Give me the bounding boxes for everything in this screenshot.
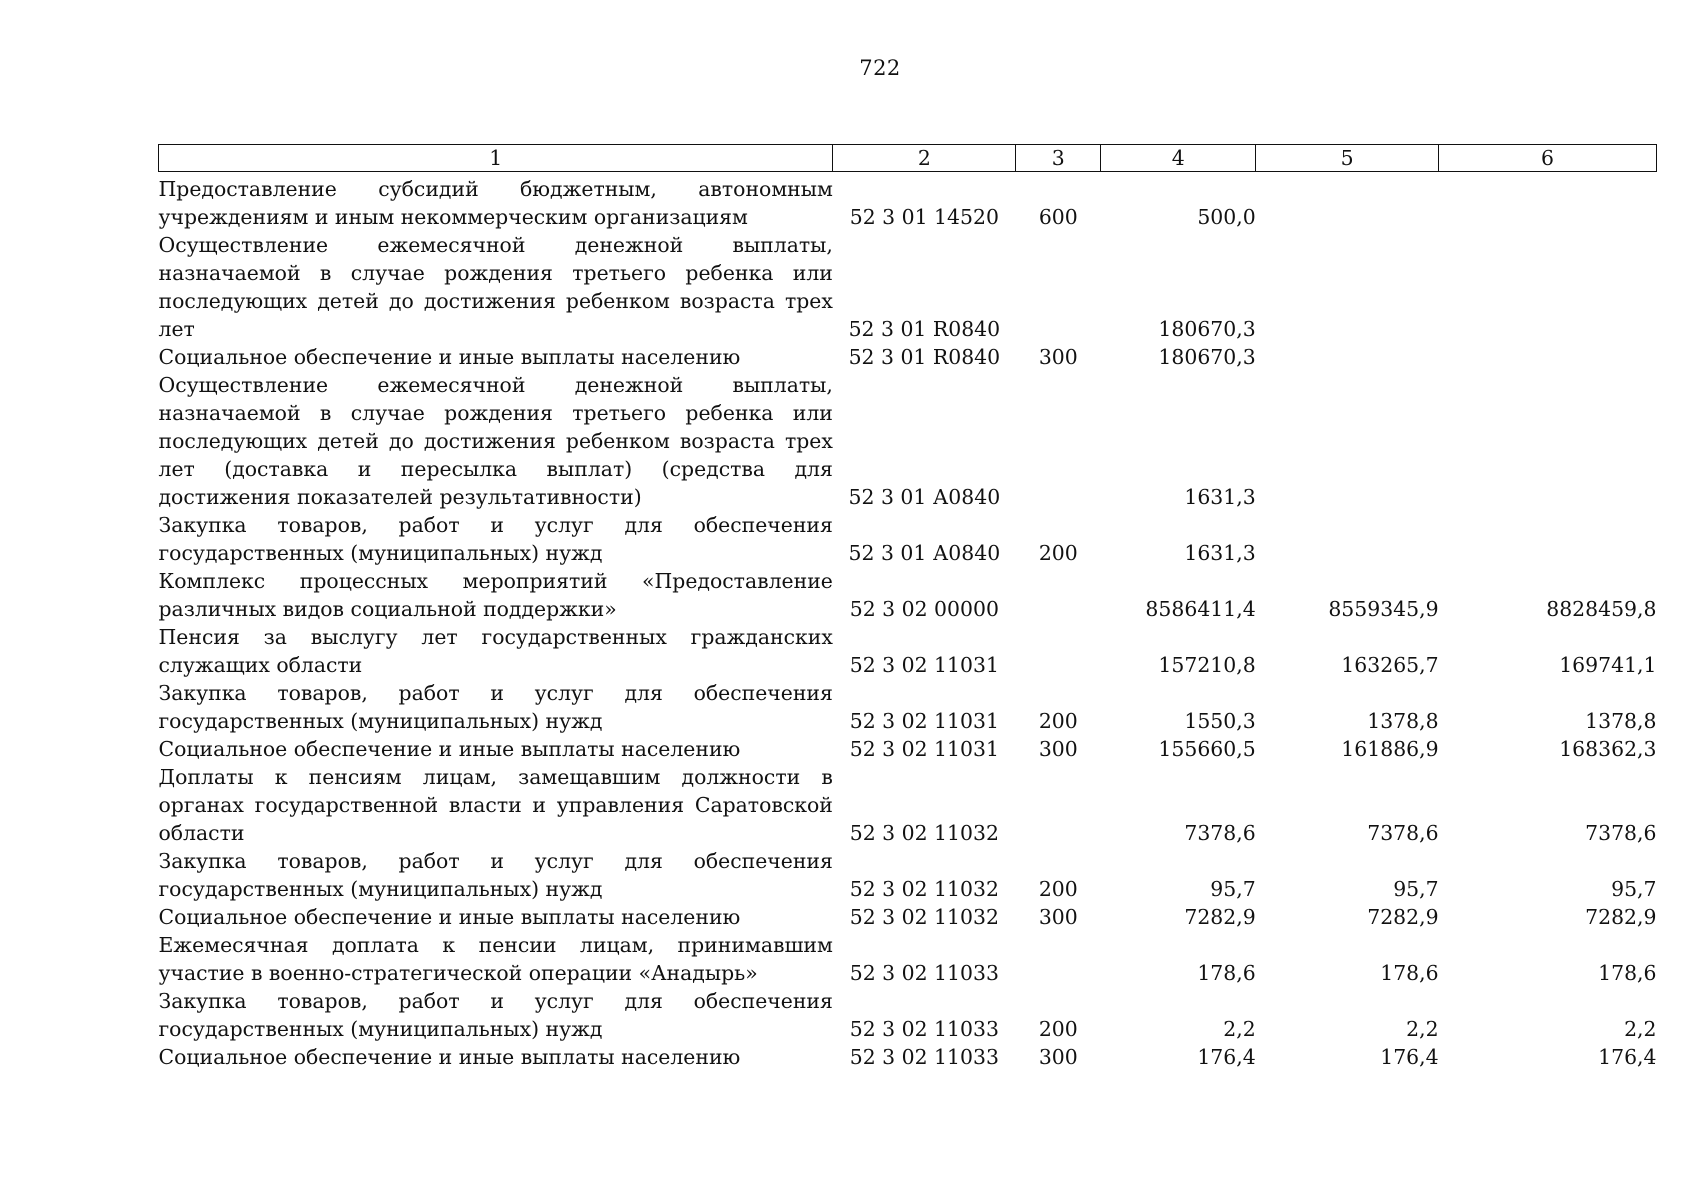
- row-value-col6: 168362,3: [1559, 737, 1657, 761]
- column-header: 3: [1016, 145, 1101, 172]
- table-row: [159, 511, 1657, 567]
- row-expense-type: [1016, 231, 1101, 343]
- row-value-col6: [1439, 231, 1657, 343]
- row-value-col5: [1256, 172, 1439, 232]
- row-value-col5: 8559345,9: [1328, 597, 1439, 621]
- row-value-col4: 176,4: [1197, 1045, 1256, 1069]
- row-expense-type: [1016, 623, 1101, 679]
- row-code: 52 3 02 11032: [849, 821, 999, 845]
- row-value-col4: 95,7: [1210, 877, 1256, 901]
- row-name: Социальное обеспечение и иные выплаты населению: [158, 737, 741, 761]
- row-value-col4: 155660,5: [1158, 737, 1256, 761]
- row-expense-type: 300: [1038, 1045, 1078, 1069]
- row-name: Закупка товаров, работ и услуг для обеспечения государственных (муниципальных) нужд: [158, 681, 833, 733]
- row-code: 52 3 02 11031: [849, 709, 999, 733]
- row-code: 52 3 01 R0840: [848, 317, 1001, 341]
- row-name: Осуществление ежемесячной денежной выплаты, назначаемой в случае рождения третьего ребенка или последующих детей до достижения ребенком возраста трех лет (доставка и пересылка выплат) (средства для достижения показателей результативности): [158, 373, 833, 509]
- row-value-col5: 7378,6: [1367, 821, 1439, 845]
- row-value-col6: 7282,9: [1585, 905, 1657, 929]
- row-code: 52 3 02 11033: [849, 961, 999, 985]
- row-value-col5: 178,6: [1380, 961, 1439, 985]
- row-code: 52 3 02 11033: [849, 1017, 999, 1041]
- row-value-col4: 7282,9: [1184, 905, 1256, 929]
- row-name: Пенсия за выслугу лет государственных гражданских служащих области: [158, 625, 833, 677]
- row-value-col4: 500,0: [1197, 205, 1256, 229]
- row-name: Социальное обеспечение и иные выплаты населению: [158, 1045, 741, 1069]
- row-value-col5: [1256, 231, 1439, 343]
- row-expense-type: 200: [1038, 877, 1078, 901]
- row-value-col6: 178,6: [1598, 961, 1657, 985]
- row-value-col6: 176,4: [1598, 1045, 1657, 1069]
- row-code: 52 3 01 R0840: [848, 345, 1001, 369]
- row-name: Закупка товаров, работ и услуг для обеспечения государственных (муниципальных) нужд: [158, 513, 833, 565]
- row-expense-type: 300: [1038, 345, 1078, 369]
- header-row: [159, 145, 1657, 172]
- table-body: [159, 172, 1657, 1072]
- row-value-col4: 180670,3: [1158, 317, 1256, 341]
- row-value-col5: [1256, 371, 1439, 511]
- row-code: 52 3 02 11031: [849, 653, 999, 677]
- column-header: 2: [833, 145, 1016, 172]
- table-row: [159, 623, 1657, 679]
- table-row: [159, 763, 1657, 847]
- table-row: [159, 567, 1657, 623]
- row-value-col6: [1439, 343, 1657, 371]
- table-row: [159, 343, 1657, 371]
- table-row: [159, 847, 1657, 903]
- row-expense-type: 200: [1038, 709, 1078, 733]
- row-name: Доплаты к пенсиям лицам, замещавшим должности в органах государственной власти и управления Саратовской области: [158, 765, 833, 845]
- row-expense-type: [1016, 567, 1101, 623]
- row-name: Закупка товаров, работ и услуг для обеспечения государственных (муниципальных) нужд: [158, 989, 833, 1041]
- table-row: [159, 231, 1657, 343]
- row-value-col6: 2,2: [1624, 1017, 1657, 1041]
- column-header: 4: [1101, 145, 1256, 172]
- row-code: 52 3 02 11031: [849, 737, 999, 761]
- row-value-col4: 178,6: [1197, 961, 1256, 985]
- row-code: 52 3 01 А0840: [848, 485, 1001, 509]
- table-row: [159, 1043, 1657, 1071]
- row-value-col4: 1631,3: [1184, 541, 1256, 565]
- table-row: [159, 735, 1657, 763]
- row-code: 52 3 01 А0840: [848, 541, 1001, 565]
- row-value-col6: [1439, 172, 1657, 232]
- row-expense-type: 600: [1038, 205, 1078, 229]
- table-row: [159, 987, 1657, 1043]
- row-value-col6: [1439, 371, 1657, 511]
- row-value-col4: 180670,3: [1158, 345, 1256, 369]
- row-value-col5: 176,4: [1380, 1045, 1439, 1069]
- row-value-col4: 157210,8: [1158, 653, 1256, 677]
- row-value-col4: 8586411,4: [1145, 597, 1256, 621]
- row-value-col4: 1550,3: [1184, 709, 1256, 733]
- row-expense-type: 300: [1038, 737, 1078, 761]
- column-header: 5: [1256, 145, 1439, 172]
- row-value-col4: 1631,3: [1184, 485, 1256, 509]
- row-value-col6: 7378,6: [1585, 821, 1657, 845]
- row-value-col5: [1256, 343, 1439, 371]
- row-value-col6: 95,7: [1611, 877, 1657, 901]
- row-name: Осуществление ежемесячной денежной выплаты, назначаемой в случае рождения третьего ребенка или последующих детей до достижения ребенком возраста трех лет: [158, 233, 833, 341]
- table-row: [159, 172, 1657, 232]
- table-row: [159, 903, 1657, 931]
- row-expense-type: [1016, 763, 1101, 847]
- row-value-col5: 95,7: [1393, 877, 1439, 901]
- row-name: Социальное обеспечение и иные выплаты населению: [158, 905, 741, 929]
- row-value-col6: 8828459,8: [1546, 597, 1657, 621]
- row-code: 52 3 02 00000: [849, 597, 999, 621]
- row-name: Ежемесячная доплата к пенсии лицам, принимавшим участие в военно-стратегической операции «Анадырь»: [158, 933, 833, 985]
- row-value-col4: 7378,6: [1184, 821, 1256, 845]
- row-expense-type: 300: [1038, 905, 1078, 929]
- row-expense-type: [1016, 931, 1101, 987]
- row-name: Социальное обеспечение и иные выплаты населению: [158, 345, 741, 369]
- row-value-col5: 1378,8: [1367, 709, 1439, 733]
- row-code: 52 3 02 11033: [849, 1045, 999, 1069]
- row-value-col6: 169741,1: [1559, 653, 1657, 677]
- table-row: [159, 931, 1657, 987]
- row-code: 52 3 02 11032: [849, 905, 999, 929]
- column-header: 6: [1439, 145, 1657, 172]
- row-value-col5: [1256, 511, 1439, 567]
- row-expense-type: [1016, 371, 1101, 511]
- row-value-col5: 2,2: [1406, 1017, 1439, 1041]
- row-value-col5: 161886,9: [1341, 737, 1439, 761]
- row-value-col5: 7282,9: [1367, 905, 1439, 929]
- table-row: [159, 371, 1657, 511]
- row-name: Предоставление субсидий бюджетным, автономным учреждениям и иным некоммерческим организациям: [158, 177, 833, 229]
- row-code: 52 3 01 14520: [849, 205, 999, 229]
- row-name: Закупка товаров, работ и услуг для обеспечения государственных (муниципальных) нужд: [158, 849, 833, 901]
- row-value-col5: 163265,7: [1341, 653, 1439, 677]
- table-row: [159, 679, 1657, 735]
- row-code: 52 3 02 11032: [849, 877, 999, 901]
- row-value-col6: [1439, 511, 1657, 567]
- row-name: Комплекс процессных мероприятий «Предоставление различных видов социальной поддержки»: [158, 569, 833, 621]
- budget-table: [158, 144, 1657, 1071]
- row-expense-type: 200: [1038, 541, 1078, 565]
- row-expense-type: 200: [1038, 1017, 1078, 1041]
- row-value-col4: 2,2: [1223, 1017, 1256, 1041]
- column-header: 1: [159, 145, 833, 172]
- row-value-col6: 1378,8: [1585, 709, 1657, 733]
- page-number: 722: [859, 56, 901, 80]
